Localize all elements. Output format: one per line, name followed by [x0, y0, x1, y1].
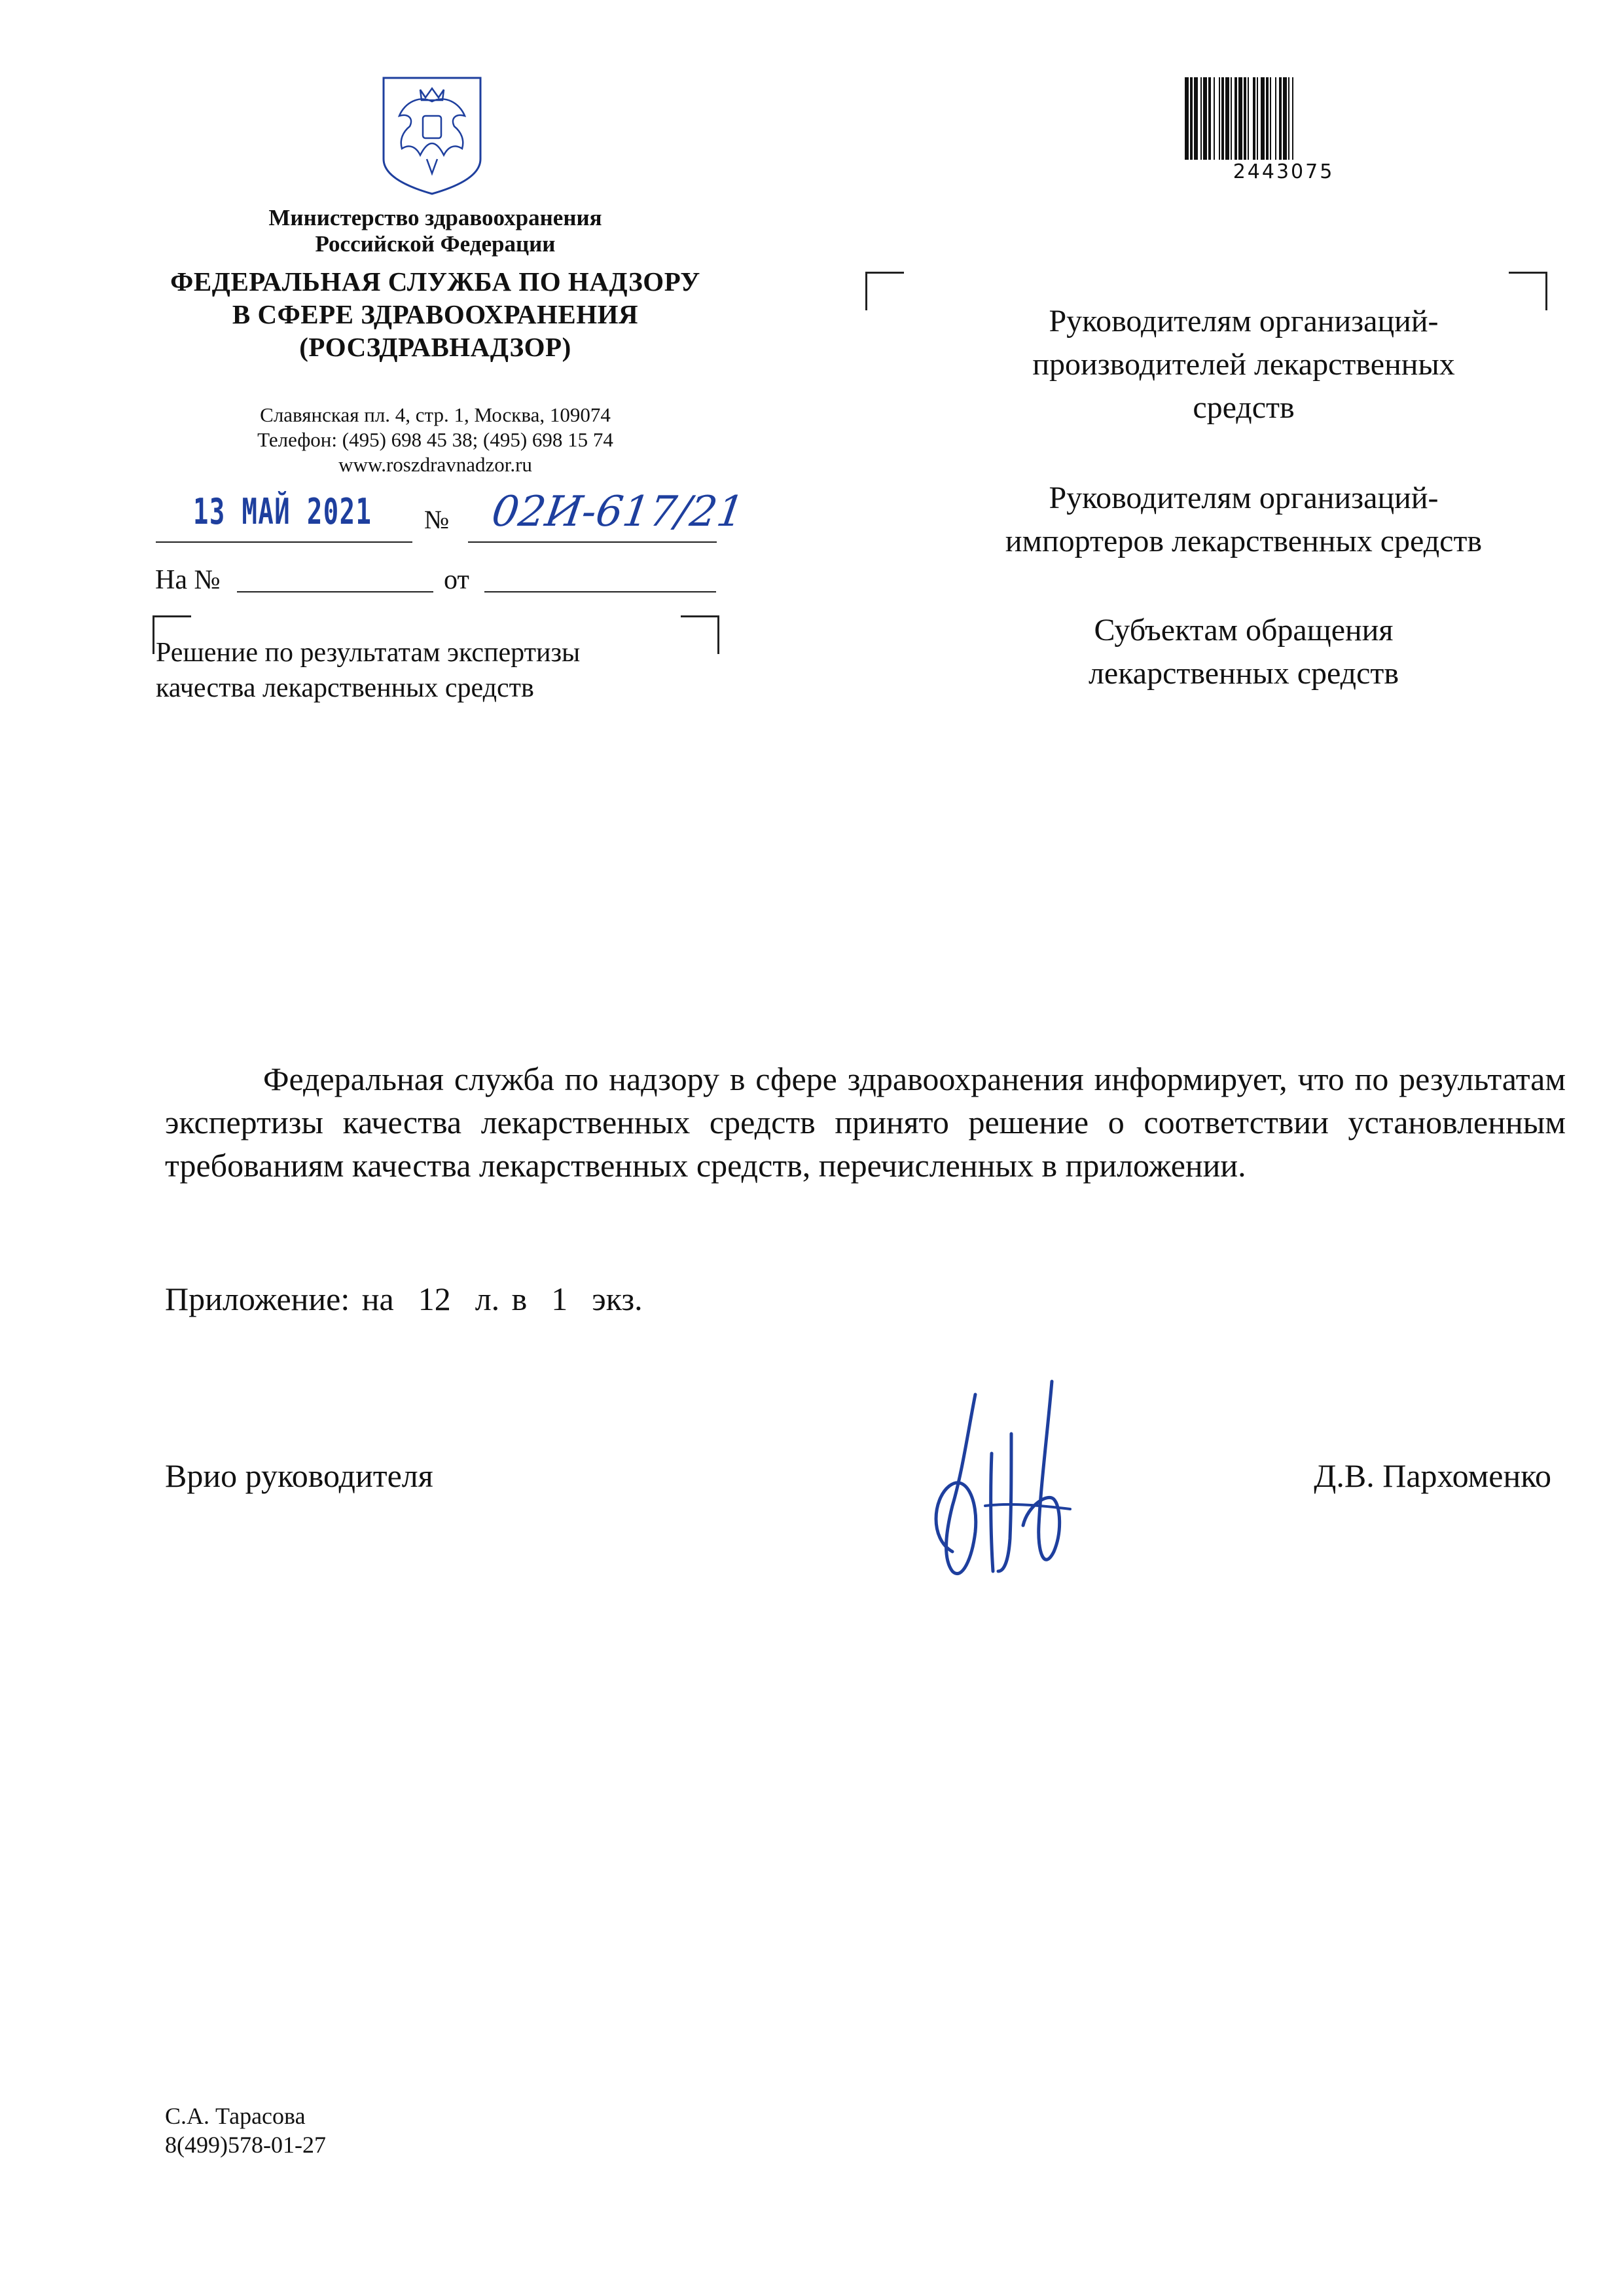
barcode-bar — [1235, 77, 1237, 160]
number-label: № — [424, 505, 450, 534]
barcode-bar — [1279, 77, 1282, 160]
subject-line-2: качества лекарственных средств — [156, 673, 534, 703]
barcode-bar — [1288, 77, 1289, 160]
reply-to-underline — [237, 591, 433, 592]
contact-info — [151, 403, 720, 477]
phone-numbers: Телефон: (495) 698 45 38; (495) 698 15 74 — [257, 428, 613, 451]
barcode-bar — [1283, 77, 1287, 160]
barcode-bar — [1221, 77, 1224, 160]
service-name — [151, 265, 720, 363]
barcode-number: 2443075 — [1233, 160, 1335, 183]
addressee-bracket-left — [865, 272, 904, 310]
barcode-bar — [1244, 77, 1246, 160]
barcode-bar — [1292, 77, 1293, 160]
barcode-bar — [1190, 77, 1193, 160]
executor-phone: 8(499)578-01-27 — [165, 2132, 326, 2158]
executor-info — [165, 2102, 326, 2159]
barcode-bar — [1208, 77, 1211, 160]
addressee-line: Субъектам обращения — [1094, 613, 1394, 647]
service-line-1: ФЕДЕРАЛЬНАЯ СЛУЖБА ПО НАДЗОРУ — [170, 266, 700, 297]
postal-address: Славянская пл. 4, стр. 1, Москва, 109074 — [260, 403, 611, 426]
barcode-bar — [1231, 77, 1232, 160]
barcode-bar — [1253, 77, 1255, 160]
executor-name: С.А. Тарасова — [165, 2103, 306, 2129]
ministry-line-1: Министерство здравоохранения — [268, 205, 602, 230]
date-underline — [156, 541, 412, 543]
website-link[interactable]: www.roszdravnadzor.ru — [338, 453, 532, 476]
barcode-bar — [1200, 77, 1202, 160]
body-paragraph-text: Федеральная служба по надзору в сфере здравоохранения информирует, что по результатам экспертизы качества лекарственных средств принято решение о соответствии установленным требованиям качества лекарственных средств, перечисленных в приложении. — [165, 1061, 1566, 1184]
barcode-bar — [1194, 77, 1198, 160]
barcode-bar — [1238, 77, 1242, 160]
barcode-bar — [1214, 77, 1215, 160]
appendix-note: Приложение: на 12 л. в 1 экз. — [165, 1281, 643, 1317]
handwritten-signature — [913, 1375, 1109, 1597]
barcode-bar — [1270, 77, 1271, 160]
addressee-manufacturers — [916, 300, 1571, 429]
addressee-line: Руководителям организаций- — [1049, 304, 1439, 338]
subject — [156, 635, 693, 706]
number-underline — [468, 541, 717, 543]
service-line-2: В СФЕРЕ ЗДРАВООХРАНЕНИЯ — [232, 299, 639, 329]
addressee-circulation-subjects — [916, 609, 1571, 695]
ministry-name — [151, 205, 720, 257]
signatory-title: Врио руководителя — [165, 1457, 433, 1494]
subject-line-1: Решение по результатам экспертизы — [156, 638, 581, 668]
coat-of-arms-icon — [380, 75, 484, 196]
addressee-line: производителей лекарственных — [1032, 347, 1455, 382]
barcode-bar — [1185, 77, 1189, 160]
barcode-bar — [1248, 77, 1249, 160]
addressee-line: средств — [1193, 390, 1295, 425]
addressee-line: импортеров лекарственных средств — [1005, 524, 1483, 558]
reply-to-label: На № — [155, 565, 221, 595]
signatory-name: Д.В. Пархоменко — [1314, 1457, 1551, 1494]
from-label: от — [444, 565, 469, 595]
body-paragraph — [165, 1057, 1566, 1187]
barcode-bar — [1219, 77, 1220, 160]
barcode-bar — [1275, 77, 1276, 160]
barcode-bar — [1261, 77, 1265, 160]
barcode-bar — [1257, 77, 1258, 160]
from-underline — [484, 591, 716, 592]
barcode-bar — [1203, 77, 1207, 160]
addressee-line: лекарственных средств — [1088, 656, 1399, 691]
barcode-bar — [1225, 77, 1229, 160]
barcode-bar — [1266, 77, 1269, 160]
ministry-line-2: Российской Федерации — [315, 231, 556, 257]
registration-number: 02И-617/21 — [488, 488, 748, 536]
date-stamp: 13 МАЙ 2021 — [193, 491, 372, 532]
barcode — [1183, 77, 1384, 160]
service-line-3: (РОСЗДРАВНАДЗОР) — [299, 332, 571, 362]
addressee-line: Руководителям организаций- — [1049, 481, 1439, 515]
addressee-importers — [916, 477, 1571, 563]
